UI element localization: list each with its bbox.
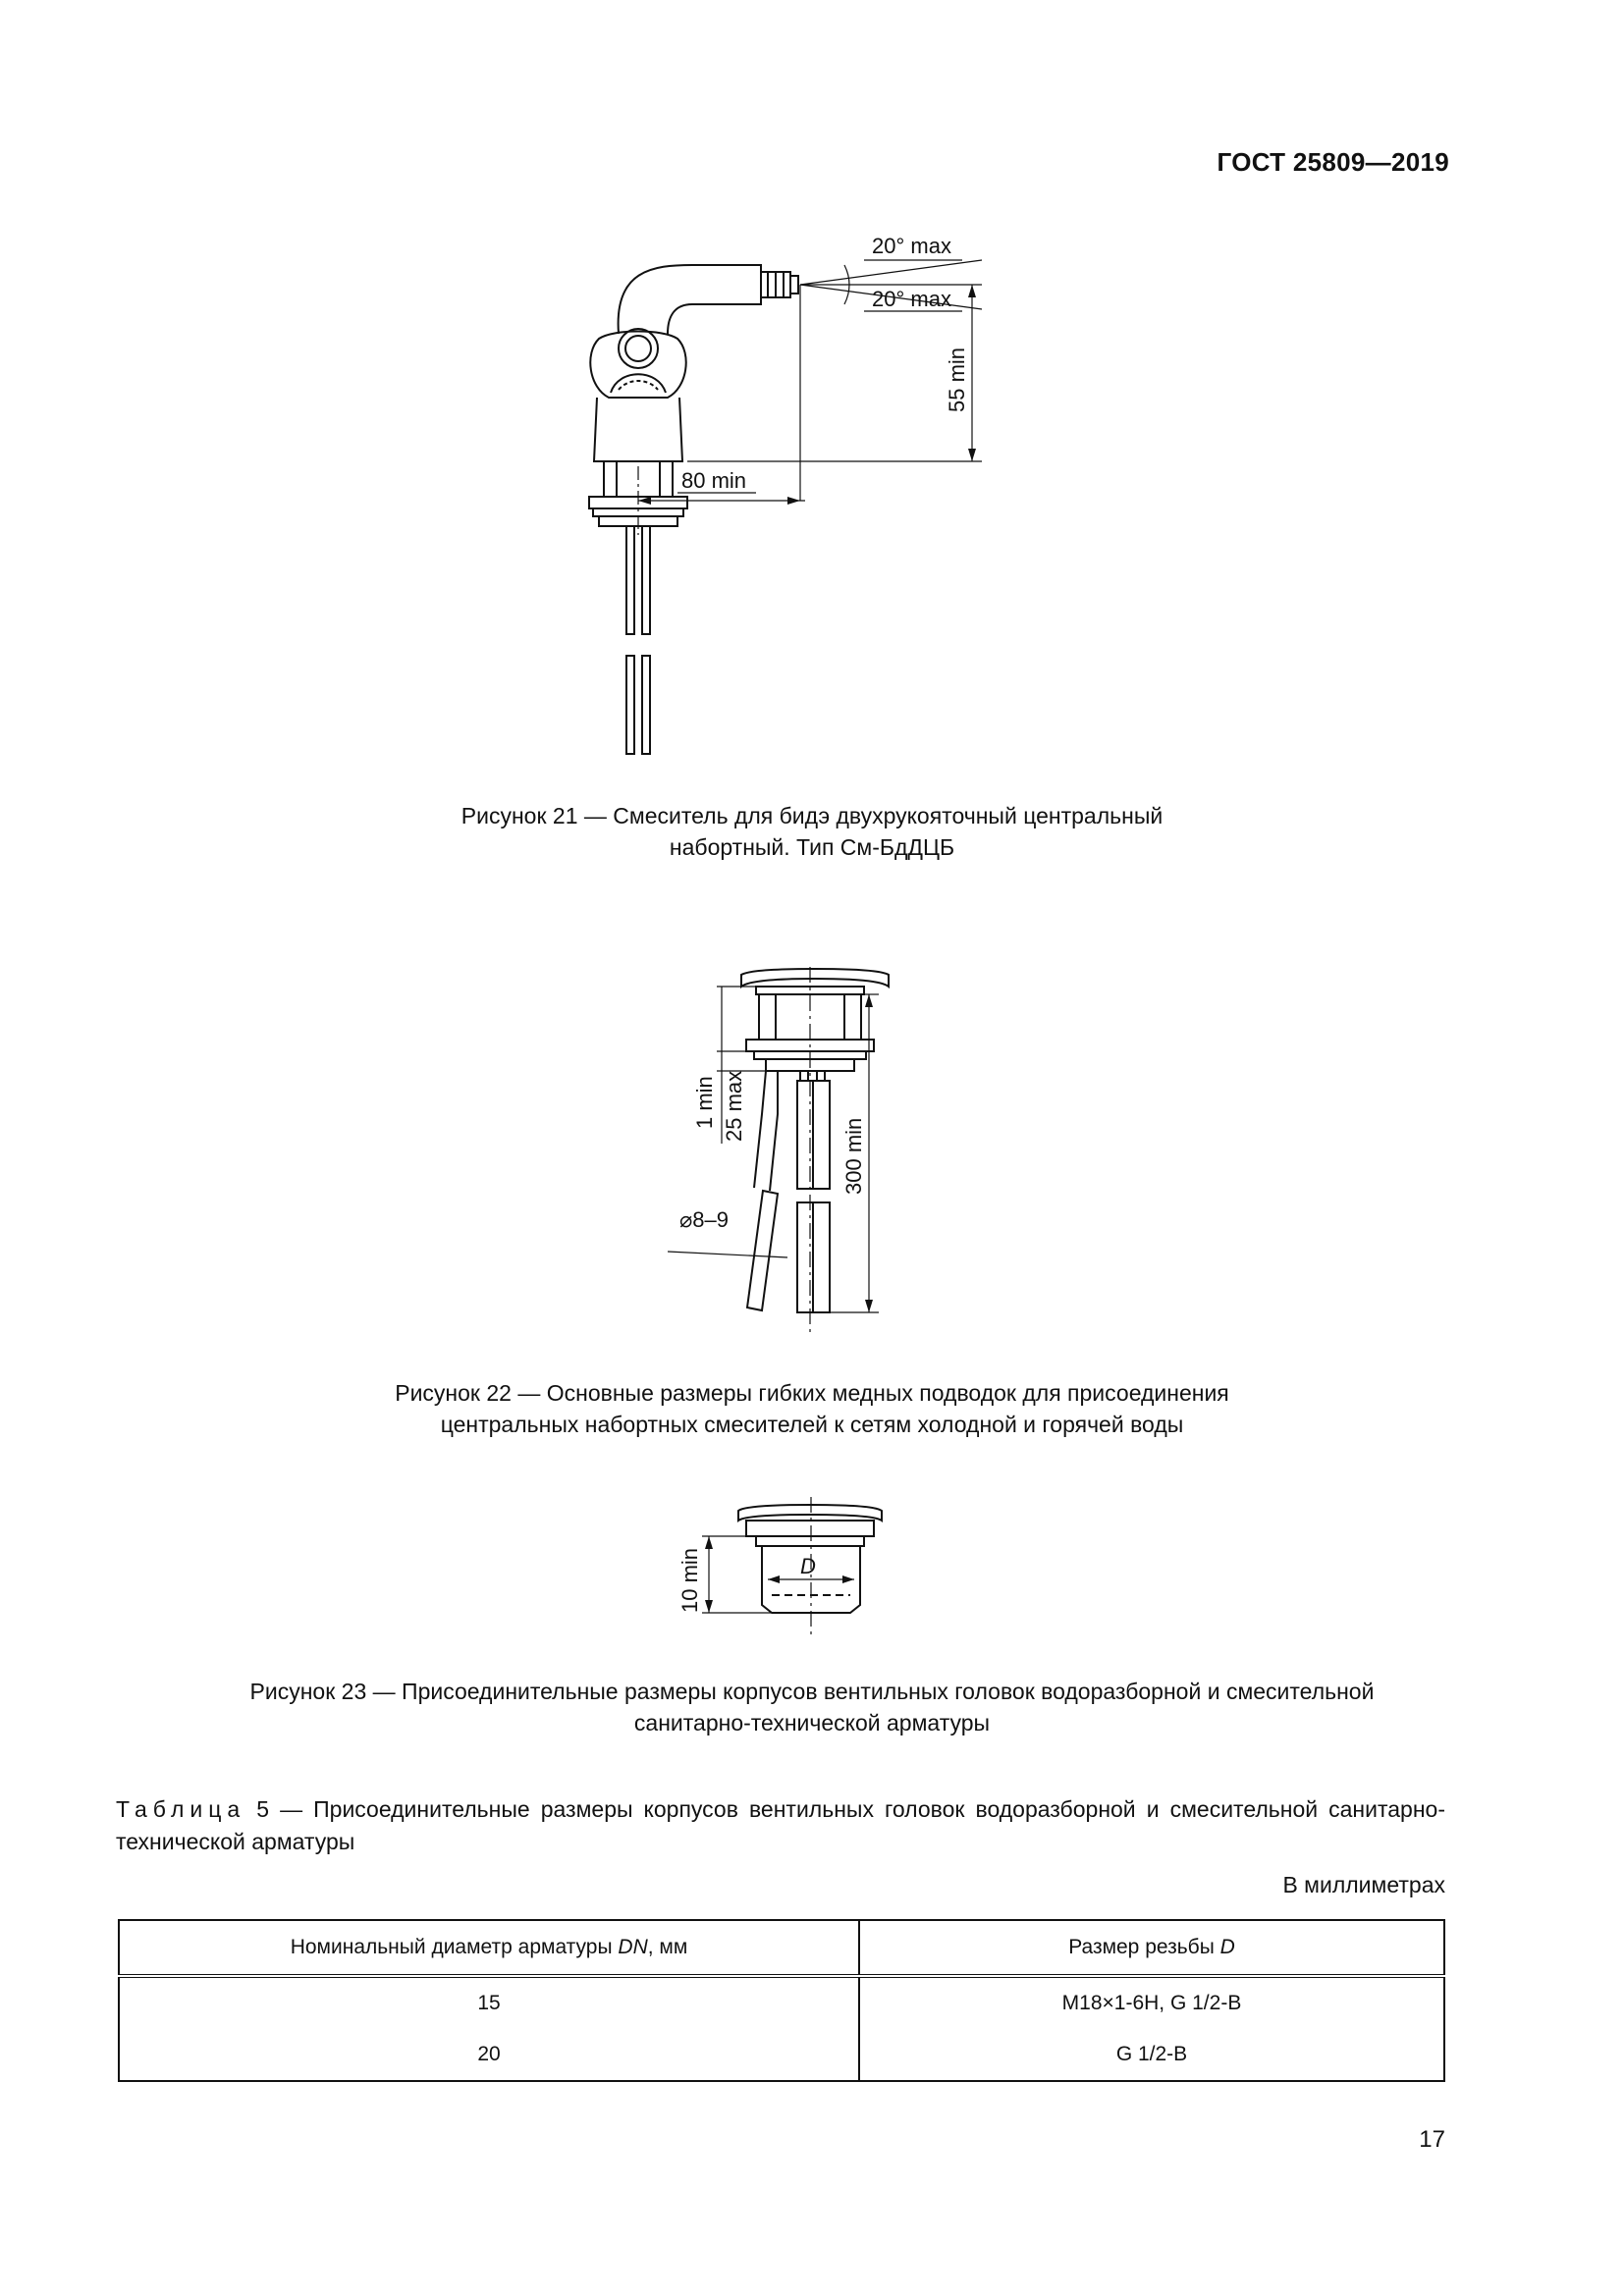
table-row: [119, 2029, 1444, 2081]
cell-dn: 15: [119, 1976, 859, 2029]
figure-23-caption: Рисунок 23 — Присоединительные размеры корпусов вентильных головок водоразборной и смесительной санитарно-технической арматуры: [249, 1679, 1375, 1735]
table-5: [118, 1919, 1445, 2082]
figure-21-drawing: [560, 221, 1011, 771]
page-number: 17: [1419, 2126, 1445, 2153]
fig21-angle-top-label: 20° max: [872, 234, 951, 258]
table-row: [119, 1976, 1444, 2029]
cell-thread: G 1/2-B: [859, 2029, 1444, 2081]
fig21-reach-label: 80 min: [681, 468, 747, 493]
fig21-height-label: 55 min: [945, 347, 969, 412]
table-title-text: 5 — Присоединительные размеры корпусов вентильных головок водоразборной и смесительной санитарно-технической арматуры: [116, 1796, 1445, 1854]
cell-thread: M18×1-6H, G 1/2-B: [859, 1976, 1444, 2029]
fig23-height-label: 10 min: [677, 1547, 702, 1613]
figure-22-drawing: [668, 967, 943, 1335]
figure-22-caption: Рисунок 22 — Основные размеры гибких медных подводок для присоединения центральных набортных смесителей к сетям холодной и горячей воды: [395, 1380, 1229, 1437]
table-units-note: В миллиметрах: [1282, 1872, 1445, 1897]
figure-23-drawing: [677, 1497, 923, 1639]
fig22-diameter-label: ⌀8–9: [679, 1207, 729, 1232]
fig23-thread-label: D: [800, 1554, 816, 1578]
column-header-thread: Размер резьбы D: [859, 1920, 1444, 1976]
column-header-dn: Номинальный диаметр арматуры DN, мм: [119, 1920, 859, 1976]
fig21-angle-bottom-label: 20° max: [872, 287, 951, 311]
table-label: Таблица: [116, 1796, 246, 1822]
table-5-title: [116, 1793, 1445, 1858]
table-header-row: [119, 1920, 1444, 1976]
figure-21-caption: Рисунок 21 — Смеситель для бидэ двухрукояточный центральный набортный. Тип См-БдДЦБ: [460, 803, 1164, 860]
fig22-min-label: 1 min: [692, 1076, 717, 1129]
cell-dn: 20: [119, 2029, 859, 2081]
fig22-max-label: 25 max: [722, 1070, 746, 1142]
document-id-header: ГОСТ 25809—2019: [1217, 147, 1449, 177]
fig22-length-label: 300 min: [841, 1117, 866, 1195]
